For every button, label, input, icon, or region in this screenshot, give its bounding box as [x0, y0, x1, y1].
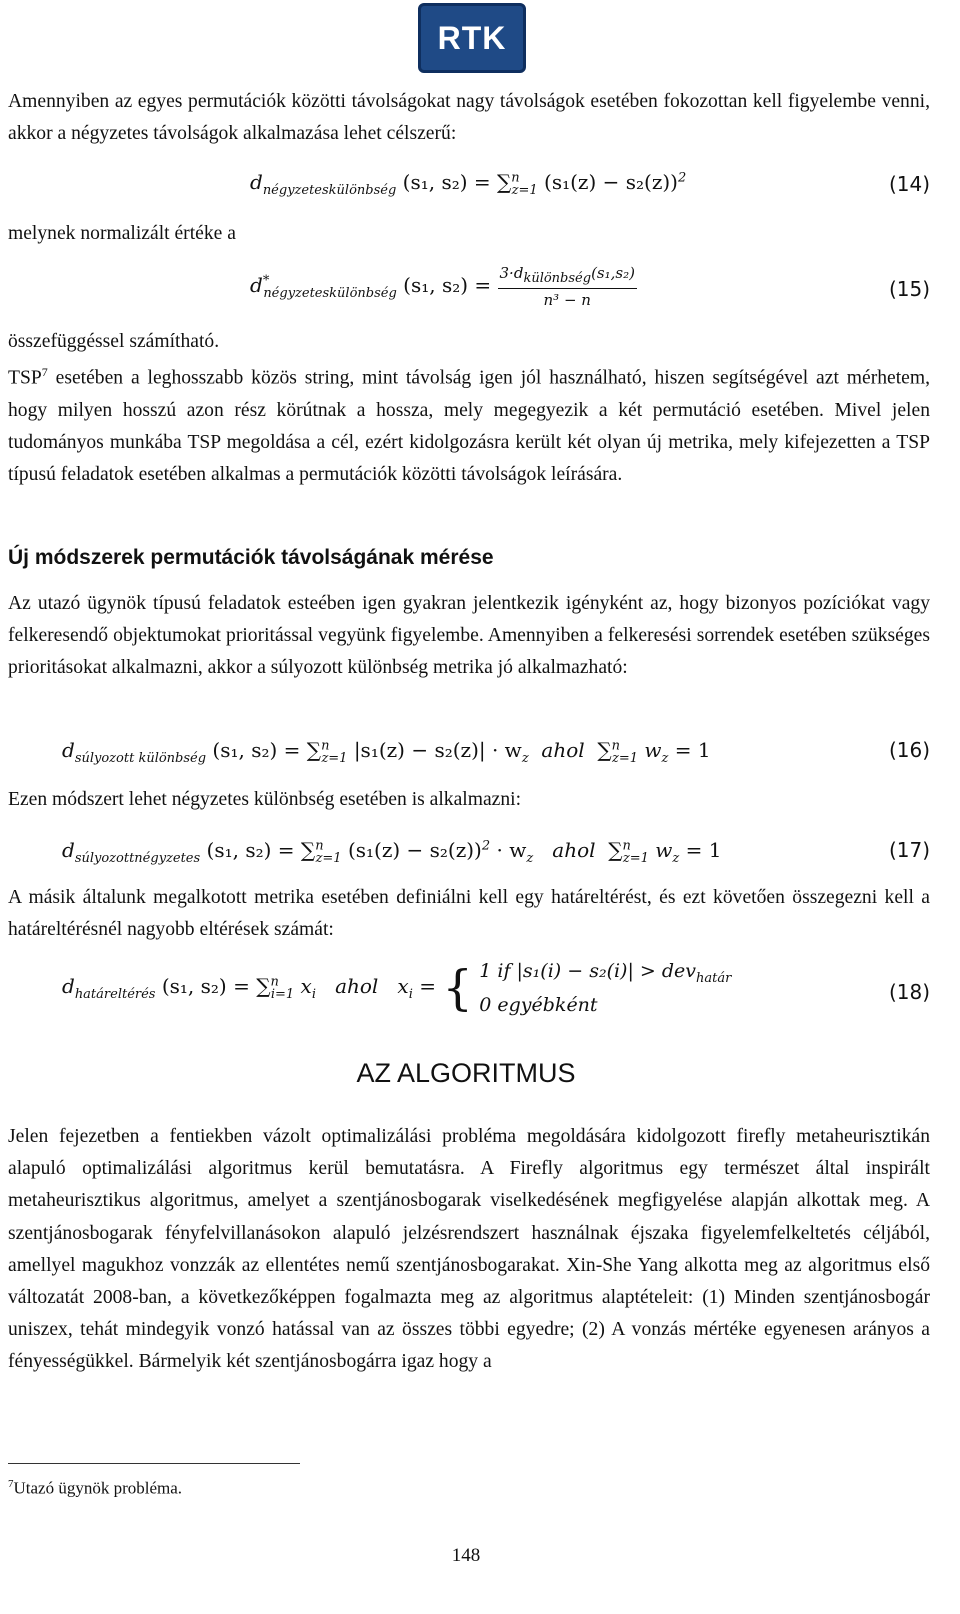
- footnote-mark: 7: [8, 1478, 14, 1490]
- footnote-text: Utazó ügynök probléma.: [13, 1478, 183, 1498]
- equation-18-number: (18): [888, 980, 930, 1004]
- footnote-ref-7: 7: [41, 365, 48, 379]
- equation-18: $d_{határeltérés}$ (s₁, s₂) = ∑$^n_{i=1}$ $x_i$ ahol $x_i$ = { 1 if |s₁(i) − s₂(i)| > dev$_{határ}$ 0 egyébként: [62, 959, 732, 1016]
- paragraph-squared: Ezen módszert lehet négyzetes különbség esetében is alkalmazni:: [8, 789, 522, 810]
- paragraph-weighted: Az utazó ügynök típusú feladatok esteében igen gyakran jelentkezik igényként az, hogy bizonyos pozíciókat vagy felkeresendő objektumokat prioritással vegyünk figyelembe. Amennyiben a felkeresési sorrendek esetében szükséges prioritásokat alkalmazni, akkor a súlyozott különbség metrika jó alkalmazható:: [8, 593, 930, 679]
- paragraph-computed: összefüggéssel számítható.: [8, 331, 220, 352]
- equation-17-number: (17): [888, 838, 930, 862]
- paragraph-firefly: Jelen fejezetben a fentiekben vázolt optimalizálási probléma megoldására kidolgozott firefly metaheurisztikán alapuló optimalizálási algoritmus kerül bemutatásra. A Firefly algoritmus egy természet által inspirált metaheurisztikus algoritmus, amelyet a szentjánosbogarak viselkedésének megfigyelése alapján alkottak meg. A szentjánosbogarak fényfelvillanásokon alapuló jelzésrendszert használnak éjszaka figyelemfelkeltetés céljából, amellyel magukhoz vonzzák az ellentétes nemű szentjánosbogarakat. Xin-She Yang alkotta meg az algoritmus első változatát 2008-ban, a következőképpen fogalmazta meg az algoritmus alaptételeit: (1) Minden szentjánosbogár uniszex, tehát mindegyik vonzó hatással van az összes többi egyedre; (2) A vonzás mértéke egyenesen arányos a fényességükkel. Bármelyik két szentjánosbogárra igaz hogy a: [8, 1126, 930, 1373]
- equation-18-cases: 1 if |s₁(i) − s₂(i)| > dev$_{határ}$ 0 egyébként: [479, 960, 732, 1016]
- equation-16-number: (16): [888, 738, 930, 762]
- equation-15: $d^*_{négyzeteskülönbség}$ (s₁, s₂) = $\frac{3\cdot d_{különbség}(s_1,s_2)}{\text{n³ − n}}$: [250, 264, 635, 309]
- rtk-logo-text: RTK: [437, 19, 507, 56]
- paragraph-intro: Amennyiben az egyes permutációk közötti távolságokat nagy távolságok esetében fokozottan kell figyelembe venni, akkor a négyzetes távolságok alkalmazása lehet célszerű:: [8, 91, 930, 145]
- paragraph-threshold: A másik általunk megalkotott metrika esetében definiálni kell egy határeltérést, és ezt követően összegezni kell a határeltérésnél nagyobb eltérések számát:: [8, 887, 930, 941]
- equation-14-number: (14): [888, 172, 930, 196]
- cases-brace: {: [442, 959, 473, 1016]
- section-heading-new-methods: Új módszerek permutációk távolságának mérése: [8, 546, 494, 569]
- equation-15-fraction: $\frac{3\cdot d_{különbség}(s_1,s_2)}{\text{n³ − n}}$: [499, 264, 635, 309]
- equation-14: $d_{négyzeteskülönbség}$ (s₁, s₂) = ∑$^n_{z=1}$ $(s_1(z) - s_2(z))^2$: [250, 170, 687, 198]
- footnote-rule: [8, 1463, 300, 1464]
- footnote: [8, 1478, 182, 1499]
- equation-17: $d_{súlyozottnégyzetes}$ (s₁, s₂) = ∑$^n_{z=1}$ $(s_1(z) - s_2(z))^2 \cdot w_z$ ahol ∑$^n_{z=1}$ $w_z = 1$: [62, 838, 722, 866]
- rtk-logo: [418, 3, 526, 73]
- section-title-algorithm: AZ ALGORITMUS: [356, 1058, 576, 1088]
- paragraph-tsp: TSP$^7$ esetében a leghosszabb közös string, mint távolság igen jól használható, hiszen segítségével azt mérhetem, hogy milyen hosszú azon rész körútnak a hossza, mely megegyezik a két permutáció esetében. Mivel jelen tudományos munkába TSP megoldása a cél, ezért kidolgozásra került két olyan új metrika, mely kifejezetten a TSP típusú feladatok esetében alkalmas a permutációk közötti távolságok leírására.: [8, 365, 930, 486]
- equation-16: $d_{súlyozott különbség}$ (s₁, s₂) = ∑$^n_{z=1}$ $|s_1(z) - s_2(z)| \cdot w_z$ ahol ∑$^n_{z=1}$ $w_z = 1$: [62, 738, 711, 766]
- equation-15-number: (15): [888, 277, 930, 301]
- page-number: 148: [451, 1545, 481, 1566]
- paragraph-normalized: melynek normalizált értéke a: [8, 223, 236, 244]
